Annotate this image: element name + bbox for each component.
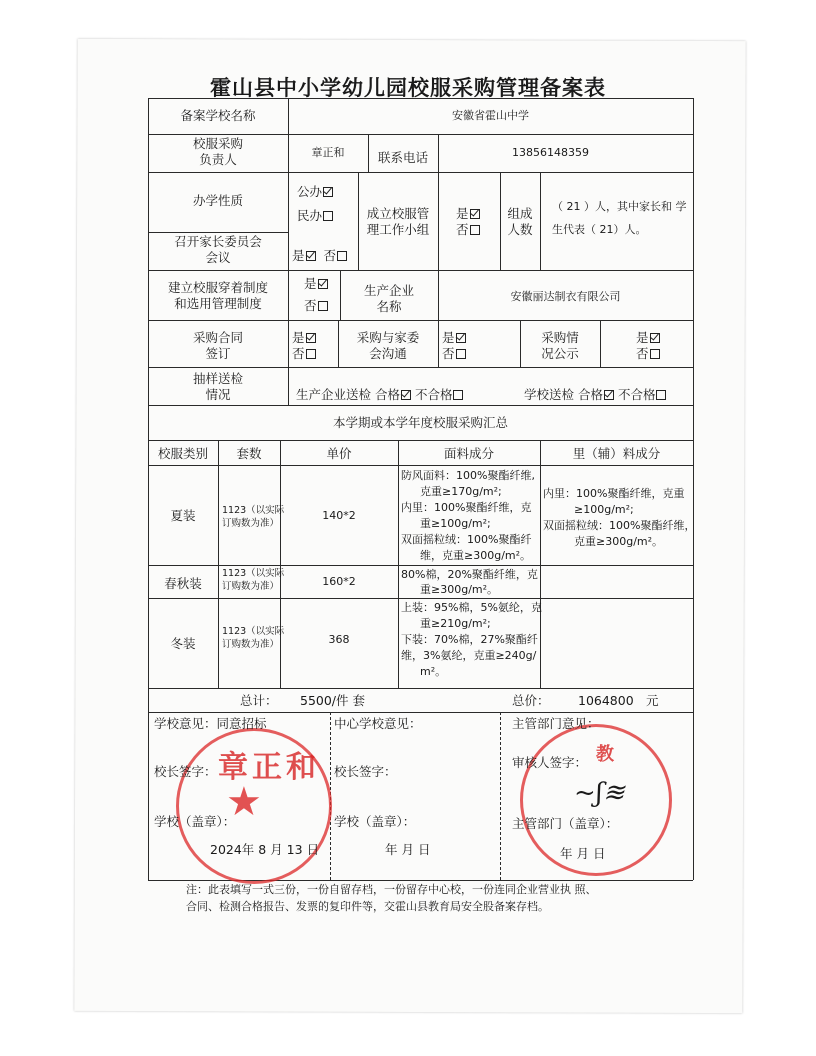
total-sets-label: 总计： — [240, 693, 278, 708]
school-seal-star-icon: ★ — [226, 779, 262, 825]
row-type: 夏装 — [170, 508, 196, 523]
parents-no-checkbox — [337, 251, 347, 261]
row-type: 春秋装 — [164, 576, 202, 591]
row-sets-1: 1123（以实际 — [222, 568, 285, 579]
members-text-2: 生代表（ 21）人。 — [552, 223, 647, 236]
publicity-no-checkbox — [650, 349, 660, 359]
publicity-no: 否 — [636, 346, 660, 362]
fabric-line: 防风面料：100%聚酯纤维, — [401, 469, 535, 482]
system-no: 否 — [304, 298, 328, 314]
owner-label-2: 负责人 — [199, 152, 237, 167]
owner-name: 章正和 — [311, 146, 345, 159]
phone-value: 13856148359 — [512, 146, 589, 159]
inspect-producer-pass-checkbox-checked — [401, 390, 411, 400]
comm-yes: 是 — [442, 330, 466, 346]
inspect-school-pass-checkbox-checked — [604, 390, 614, 400]
form-title: 霍山县中小学幼儿园校服采购管理备案表 — [210, 75, 606, 100]
owner-label-1: 校服采购 — [192, 136, 243, 151]
members-label-1: 组成 — [507, 206, 533, 221]
row-type: 冬装 — [170, 636, 196, 651]
system-label-2: 和选用管理制度 — [174, 296, 262, 311]
note-line-1: 注：此表填写一式三份，一份自留存档，一份留存中心校，一份连同企业营业执 照、 — [186, 883, 597, 896]
header-sets: 套数 — [236, 446, 262, 461]
center-principal-sign-label: 校长签字： — [334, 764, 397, 779]
dept-seal-label: 主管部门（盖章）： — [512, 816, 619, 831]
team-yes-checkbox-checked — [470, 209, 480, 219]
publicity-label-1: 采购情 — [541, 330, 579, 345]
contract-yes-checkbox-checked — [306, 333, 316, 343]
header-fabric: 面料成分 — [443, 446, 494, 461]
inspect-label-2: 情况 — [205, 387, 231, 402]
contract-no: 否 — [292, 346, 316, 362]
fabric-line: 维，3%氨纶，克重≥240g/ — [401, 649, 537, 662]
total-price-value: 1064800 — [578, 693, 634, 708]
team-no-checkbox — [470, 225, 480, 235]
contract-no-checkbox — [306, 349, 316, 359]
row-sets-1: 1123（以实际 — [222, 626, 285, 637]
center-opinion: 中心学校意见： — [334, 716, 422, 731]
note-line-2: 合同、检测合格报告、发票的复印件等，交霍山县教育局安全股备案存档。 — [186, 900, 549, 913]
school-name-value: 安徽省霍山中学 — [452, 109, 529, 122]
comm-label-1: 采购与家委 — [356, 330, 420, 345]
fabric-line: 80%棉，20%聚酯纤维，克 — [401, 568, 538, 581]
reviewer-sign-label: 审核人签字： — [512, 755, 588, 770]
row-sets-1: 1123（以实际 — [222, 505, 285, 516]
team-label-1: 成立校服管 — [366, 206, 430, 221]
comm-yes-checkbox-checked — [456, 333, 466, 343]
dept-date: 年 月 日 — [560, 846, 606, 861]
row-price: 160*2 — [322, 575, 356, 588]
fabric-line: 维，克重≥300g/m²。 — [420, 549, 532, 562]
team-label-2: 理工作小组 — [366, 222, 430, 237]
contract-yes: 是 — [292, 330, 316, 346]
school-date: 2024年 8 月 13 日 — [210, 842, 320, 857]
system-label-1: 建立校服穿着制度 — [167, 280, 268, 295]
public-checkbox-checked — [323, 187, 333, 197]
parents-meeting-label-2: 会议 — [205, 250, 231, 265]
lining-line: ≥100g/m²; — [574, 503, 634, 516]
total-sets-value: 5500/件 套 — [300, 693, 365, 708]
publicity-yes-checkbox-checked — [650, 333, 660, 343]
team-no: 否 — [456, 222, 480, 238]
producer-value: 安徽丽达制衣有限公司 — [510, 290, 621, 303]
fabric-line: 内里：100%聚酯纤维，克 — [401, 501, 532, 514]
total-price-unit: 元 — [646, 693, 659, 708]
reviewer-signature: ~ʃ≋ — [574, 778, 625, 808]
parents-yes-checkbox-checked — [306, 251, 316, 261]
private-checkbox — [323, 211, 333, 221]
fabric-line: 重≥210g/m²; — [420, 617, 491, 630]
system-yes-checkbox-checked — [318, 279, 328, 289]
fabric-line: 双面摇粒绒：100%聚酯纤 — [401, 533, 532, 546]
dept-opinion: 主管部门意见： — [512, 716, 600, 731]
publicity-yes: 是 — [636, 330, 660, 346]
parents-meeting-label-1: 召开家长委员会 — [174, 234, 262, 249]
inspect-label-1: 抽样送检 — [192, 371, 243, 386]
producer-label-1: 生产企业 — [363, 283, 414, 298]
row-price: 368 — [328, 633, 350, 646]
nature-label: 办学性质 — [192, 193, 243, 208]
private-option: 民办 — [297, 208, 333, 224]
team-yes: 是 — [456, 206, 480, 222]
contract-label-2: 签订 — [205, 346, 231, 361]
members-text-1: （ 21 ）人，其中家长和 学 — [552, 200, 687, 213]
inspect-producer-fail-checkbox — [453, 390, 463, 400]
fabric-line: 克重≥170g/m²; — [420, 485, 502, 498]
producer-label-2: 名称 — [376, 299, 402, 314]
row-sets-2: 订购数为准） — [222, 581, 280, 592]
system-no-checkbox — [318, 301, 328, 311]
lining-line: 克重≥300g/m²。 — [574, 535, 664, 548]
total-price-label: 总价： — [512, 693, 550, 708]
inspect-producer-result: 生产企业送检 合格 不合格 — [296, 387, 463, 403]
fabric-line: 下装：70%棉，27%聚酯纤 — [401, 633, 538, 646]
principal-sign-label: 校长签字： — [154, 764, 217, 779]
comm-label-2: 会沟通 — [369, 346, 407, 361]
row-sets-2: 订购数为准） — [222, 639, 280, 650]
center-seal-label: 学校（盖章）： — [334, 814, 416, 829]
comm-no-checkbox — [456, 349, 466, 359]
principal-name-stamp: 章正和 — [218, 750, 320, 785]
dept-seal-text: 教 — [596, 744, 614, 765]
publicity-label-2: 况公示 — [541, 346, 579, 361]
system-yes: 是 — [304, 276, 328, 292]
fabric-line: 重≥300g/m²。 — [420, 583, 499, 596]
row-price: 140*2 — [322, 509, 356, 522]
contract-label-1: 采购合同 — [192, 330, 243, 345]
summary-title: 本学期或本学年度校服采购汇总 — [332, 415, 508, 430]
fabric-line: m²。 — [420, 665, 447, 678]
members-label-2: 人数 — [507, 222, 533, 237]
school-name-label: 备案学校名称 — [180, 108, 256, 123]
fabric-line: 上装：95%棉，5%氨纶，克 — [401, 601, 542, 614]
school-opinion: 学校意见：同意招标 — [154, 716, 267, 731]
header-type: 校服类别 — [157, 446, 208, 461]
row-sets-2: 订购数为准） — [222, 518, 280, 529]
lining-line: 双面摇粒绒：100%聚酯纤维， — [543, 519, 696, 532]
header-price: 单价 — [326, 446, 352, 461]
phone-label: 联系电话 — [377, 150, 428, 165]
public-option: 公办 — [297, 184, 333, 200]
parents-meeting-options: 是 否 — [292, 248, 347, 264]
center-date: 年 月 日 — [385, 842, 431, 857]
fabric-line: 重≥100g/m²; — [420, 517, 491, 530]
lining-line: 内里：100%聚酯纤维，克重 — [543, 487, 685, 500]
header-lining: 里（辅）料成分 — [572, 446, 661, 461]
comm-no: 否 — [442, 346, 466, 362]
inspect-school-result: 学校送检 合格 不合格 — [524, 387, 666, 403]
school-seal-label: 学校（盖章）： — [154, 814, 236, 829]
inspect-school-fail-checkbox — [656, 390, 666, 400]
